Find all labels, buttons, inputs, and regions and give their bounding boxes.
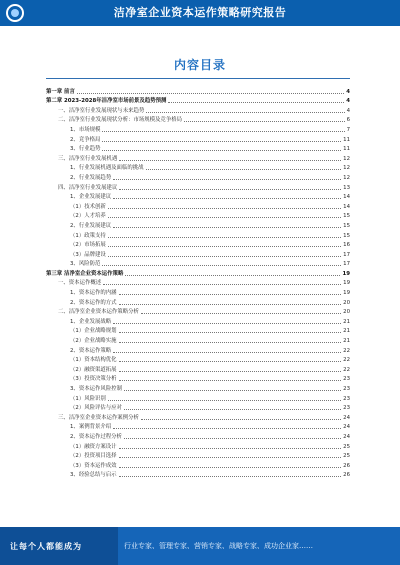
toc-entry-page: 23 <box>343 386 350 392</box>
toc-leader-dots <box>108 245 341 247</box>
toc-entry-page: 14 <box>343 203 350 210</box>
toc-entry-page: 21 <box>343 318 350 325</box>
toc-entry-text: （1）资本结构优化 <box>70 357 117 364</box>
toc-entry-text: 2、资本运作过程分析 <box>70 433 122 440</box>
toc-entry-text: 1、行业发展机遇及面临的挑战 <box>70 165 144 172</box>
toc-leader-dots <box>108 399 341 401</box>
toc-entry-page: 20 <box>343 309 350 316</box>
toc-entry-text: 三、洁净室行业发展机遇 <box>58 155 118 162</box>
toc-entry-page: 15 <box>343 213 350 220</box>
toc-entry-page: 17 <box>343 261 350 268</box>
toc-entry[interactable] <box>46 411 350 421</box>
toc-leader-dots <box>119 159 341 161</box>
toc-leader-dots <box>119 303 342 305</box>
toc-entry-text: （2）融资渠道拓展 <box>70 366 117 373</box>
toc-entry-text: 1、企业发展建议 <box>70 194 112 201</box>
toc-entry-text: 3、经验总结与启示 <box>70 472 117 479</box>
toc-entry-text: 2、资本运作的方式 <box>70 299 117 306</box>
toc-leader-dots <box>119 447 342 449</box>
toc-leader-dots <box>113 178 341 180</box>
toc-entry-page: 20 <box>343 299 350 306</box>
toc-leader-dots <box>119 188 341 190</box>
toc-entry-text: （1）技术创新 <box>70 203 106 210</box>
toc-leader-dots <box>102 149 341 151</box>
toc-entry-page: 23 <box>343 395 350 402</box>
toc-entry[interactable] <box>46 315 350 325</box>
toc-entry-text: （3）资本运作成效 <box>70 462 117 469</box>
toc-leader-dots <box>102 140 341 142</box>
toc-entry-text: 2、行业发展建议 <box>70 222 112 229</box>
toc-entry-text: （2）投资项目选择 <box>70 453 117 460</box>
toc-leader-dots <box>119 331 342 333</box>
toc-leader-dots <box>119 360 342 362</box>
toc-leader-dots <box>102 264 341 266</box>
toc-entry-page: 19 <box>342 270 350 277</box>
toc-leader-dots <box>119 379 342 381</box>
toc-entry-page: 21 <box>343 328 350 335</box>
toc-leader-dots <box>184 120 345 122</box>
toc-entry[interactable] <box>46 258 350 268</box>
toc-entry[interactable] <box>46 210 350 220</box>
toc-entry-page: 24 <box>343 433 350 440</box>
toc-divider <box>46 78 350 79</box>
toc-entry-text: （3）投资决策分析 <box>70 376 117 383</box>
toc-leader-dots <box>113 351 341 353</box>
toc-entry[interactable] <box>46 469 350 479</box>
toc-leader-dots <box>141 418 341 420</box>
toc-leader-dots <box>124 389 341 391</box>
toc-leader-dots <box>119 456 342 458</box>
toc-entry[interactable] <box>46 277 350 287</box>
toc-entry-page: 4 <box>346 98 350 105</box>
toc-entry-text: 1、企业发展战略 <box>70 318 112 325</box>
toc-entry-text: （2）企业战略实施 <box>70 338 117 345</box>
toc-leader-dots <box>119 341 342 343</box>
toc-entry[interactable] <box>46 123 350 133</box>
toc-entry[interactable] <box>46 143 350 153</box>
toc-leader-dots <box>113 197 341 199</box>
toc-entry-text: 1、案例背景介绍 <box>70 424 112 431</box>
toc-entry-page: 15 <box>343 232 350 239</box>
toc-entry-page: 25 <box>343 443 350 450</box>
toc-entry-text: （1）风险识别 <box>70 395 106 402</box>
toc-entry-page: 26 <box>343 462 350 469</box>
toc-entry[interactable] <box>46 239 350 249</box>
toc-entry-page: 4 <box>346 88 350 95</box>
toc-entry-page: 7 <box>346 126 350 133</box>
toc-entry[interactable] <box>46 219 350 229</box>
toc-entry-page: 23 <box>343 405 350 412</box>
toc-title: 内容目录 <box>173 58 226 72</box>
toc-leader-dots <box>124 437 341 439</box>
toc-entry-text: 3、风险防范 <box>70 261 101 268</box>
toc-entry-text: （2）市场拓展 <box>70 242 106 249</box>
toc-entry-text: 一、洁净室行业发展现状与未来趋势 <box>58 107 145 114</box>
toc-entry[interactable] <box>46 296 350 306</box>
toc-entry-page: 11 <box>343 136 350 143</box>
toc-leader-dots <box>108 216 341 218</box>
toc-entry-page: 22 <box>343 347 350 354</box>
toc-entry-text: 第二章 2023-2028年洁净室市场前景及趋势预测 <box>46 98 167 105</box>
toc-entry-text: 3、行业趋势 <box>70 146 101 153</box>
toc-entry[interactable] <box>46 171 350 181</box>
toc-leader-dots <box>119 293 342 295</box>
toc-entry-text: 二、洁净室行业发展现状分析：市场规模及竞争格局 <box>58 117 182 124</box>
toc-entry-page: 19 <box>343 290 350 297</box>
toc-entry[interactable] <box>46 181 350 191</box>
toc-entry-text: 2、竞争格局 <box>70 136 101 143</box>
toc-leader-dots <box>125 274 340 276</box>
toc-entry-page: 24 <box>343 414 350 421</box>
toc-entry[interactable] <box>46 286 350 296</box>
toc-entry-text: 第三章 洁净室企业资本运作策略 <box>46 270 124 277</box>
report-title: 洁净室企业资本运作策略研究报告 <box>113 6 287 19</box>
toc-entry-page: 22 <box>343 357 350 364</box>
footer-slogan: 让每个人都能成为 <box>10 542 82 551</box>
toc-entry-text: （1）政策支持 <box>70 232 106 239</box>
toc-entry[interactable] <box>46 191 350 201</box>
toc-list <box>46 85 350 478</box>
footer-tagline: 行业专家、管理专家、营销专家、战略专家、成功企业家…… <box>124 542 313 550</box>
toc-leader-dots <box>102 130 344 132</box>
toc-entry[interactable] <box>46 354 350 364</box>
toc-entry-page: 12 <box>343 165 350 172</box>
toc-entry-text: 1、资本运作的内涵 <box>70 290 117 297</box>
toc-entry-text: 一、资本运作概述 <box>58 280 102 287</box>
toc-entry[interactable] <box>46 267 350 277</box>
toc-entry[interactable] <box>46 162 350 172</box>
toc-entry[interactable] <box>46 440 350 450</box>
toc-entry-page: 24 <box>343 424 350 431</box>
toc-entry-page: 12 <box>343 155 350 162</box>
toc-entry[interactable] <box>46 459 350 469</box>
toc-leader-dots <box>119 475 342 477</box>
toc-entry[interactable] <box>46 95 350 105</box>
toc-entry-page: 4 <box>346 107 350 114</box>
toc-entry-page: 23 <box>343 376 350 383</box>
toc-entry[interactable] <box>46 421 350 431</box>
toc-leader-dots <box>113 226 341 228</box>
toc-entry[interactable] <box>46 382 350 392</box>
toc-leader-dots <box>168 101 344 103</box>
toc-entry-text: 2、资本运作策略 <box>70 347 112 354</box>
toc-leader-dots <box>124 408 341 410</box>
toc-entry-text: （2）风险评估与应对 <box>70 405 122 412</box>
toc-entry-page: 14 <box>343 194 350 201</box>
toc-entry[interactable] <box>46 248 350 258</box>
toc-entry-page: 21 <box>343 338 350 345</box>
toc-entry-text: 二、洁净室企业资本运作策略分析 <box>58 309 139 316</box>
toc-leader-dots <box>146 168 342 170</box>
toc-entry-page: 22 <box>343 366 350 373</box>
toc-entry-page: 16 <box>343 242 350 249</box>
toc-entry[interactable] <box>46 450 350 460</box>
toc-leader-dots <box>119 466 342 468</box>
toc-entry[interactable] <box>46 200 350 210</box>
toc-entry-text: 第一章 前言 <box>46 88 75 95</box>
toc-leader-dots <box>146 111 344 113</box>
toc-leader-dots <box>108 255 341 257</box>
toc-entry-text: 1、市场规模 <box>70 126 101 133</box>
toc-entry[interactable] <box>46 325 350 335</box>
toc-entry-page: 6 <box>346 117 350 124</box>
toc-entry[interactable] <box>46 133 350 143</box>
toc-entry[interactable] <box>46 152 350 162</box>
toc-entry-text: （1）融资方案设计 <box>70 443 117 450</box>
toc-entry-text: （1）企业战略规划 <box>70 328 117 335</box>
toc-entry[interactable] <box>46 344 350 354</box>
toc-entry-text: 2、行业发展趋势 <box>70 174 112 181</box>
toc-entry-text: 四、洁净室行业发展建议 <box>58 184 118 191</box>
toc-entry-page: 17 <box>343 251 350 258</box>
toc-entry[interactable] <box>46 334 350 344</box>
toc-entry[interactable] <box>46 114 350 124</box>
toc-entry[interactable] <box>46 306 350 316</box>
toc-entry-text: （3）品牌建设 <box>70 251 106 258</box>
toc-entry-page: 13 <box>343 184 350 191</box>
toc-entry-text: 3、资本运作风险控制 <box>70 386 122 392</box>
toc-entry[interactable] <box>46 229 350 239</box>
toc-entry[interactable] <box>46 392 350 402</box>
toc-entry-text: 三、洁净室企业资本运作案例分析 <box>58 414 139 421</box>
toc-leader-dots <box>108 207 341 209</box>
toc-leader-dots <box>113 322 341 324</box>
toc-entry-page: 11 <box>343 146 350 153</box>
toc-leader-dots <box>77 92 344 94</box>
toc-entry[interactable] <box>46 373 350 383</box>
toc-leader-dots <box>113 427 341 429</box>
toc-entry-page: 15 <box>343 222 350 229</box>
toc-leader-dots <box>141 312 341 314</box>
toc-entry-page: 19 <box>343 280 350 287</box>
toc-entry-text: （2）人才培养 <box>70 213 106 220</box>
toc-entry[interactable] <box>46 402 350 412</box>
toc-entry[interactable] <box>46 430 350 440</box>
toc-entry-page: 12 <box>343 174 350 181</box>
toc-leader-dots <box>119 370 342 372</box>
toc-entry[interactable] <box>46 85 350 95</box>
toc-entry-page: 25 <box>343 453 350 460</box>
toc-entry[interactable] <box>46 363 350 373</box>
toc-leader-dots <box>103 283 341 285</box>
toc-leader-dots <box>108 236 341 238</box>
toc-entry[interactable] <box>46 104 350 114</box>
toc-entry-page: 26 <box>343 472 350 479</box>
